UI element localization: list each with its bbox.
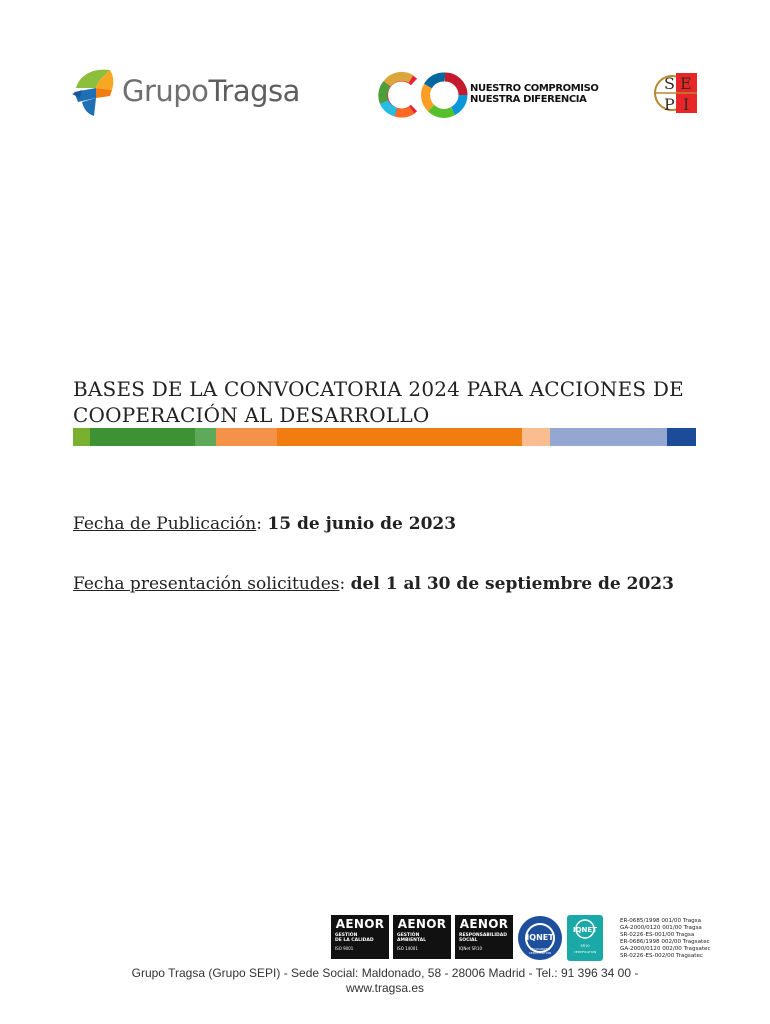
color-segment [277,428,522,446]
color-segment [216,428,277,446]
color-segment [90,428,195,446]
cert-code: ER-0686/1998 002/00 Tragsatec [620,939,710,946]
iqnet-sr10-badge [567,915,603,961]
title-line-1: BASES DE LA CONVOCATORIA 2024 PARA ACCIONES DE [73,377,684,401]
sepi-letter-s: S [664,74,675,93]
grupo-tragsa-logo [72,66,302,120]
iqnet-line: SR10 [580,944,590,948]
badge-line: GESTIÓN [335,933,358,938]
document-title [73,376,703,428]
page-footer [0,966,770,996]
sepi-logo [652,70,698,116]
iqnet-badge [517,915,563,961]
iqnet-line: RECOGNIZED [529,947,551,951]
aenor-environment-badge [393,915,451,959]
cert-code: SR-0226-ES-001/00 Tragsa [620,932,695,939]
badge-line: RESPONSABILIDAD [459,933,507,938]
tragsa-emblem-icon [72,66,118,120]
color-segment [73,428,90,446]
badge-line: AMBIENTAL [397,938,426,943]
badge-line: GESTIÓN [397,933,420,938]
iqnet-label: IQNET [526,933,554,942]
ods-line-1: NUESTRO COMPROMISO [470,83,599,94]
cert-code: SR-0226-ES-002/00 Tragsatec [620,953,703,960]
aenor-brand: AENOR [397,917,447,931]
sdg-color-bar [73,428,696,446]
badge-standard: IQNet SR10 [459,946,483,951]
footer-address: Grupo Tragsa (Grupo SEPI) - Sede Social: Maldonado, 58 - 28006 Madrid - Tel.: 91 396 34 00 - [131,966,639,980]
ods-commitment-logo [378,70,599,120]
sdg-wheel-icon [378,70,470,120]
title-line-2: COOPERACIÓN AL DESARROLLO [73,403,430,427]
logo-text-grupo: Grupo [122,74,209,108]
badge-standard: ISO 9001 [335,946,354,951]
badge-line: DE LA CALIDAD [335,938,374,943]
sepi-letter-e: E [680,74,692,93]
certification-codes [620,918,711,961]
publication-date-value: 15 de junio de 2023 [267,514,457,534]
aenor-brand: AENOR [459,917,509,931]
aenor-social-badge [455,915,513,959]
iqnet-line: CERTIFICATION [573,950,597,954]
cert-code: GA-2000/0120 001/00 Tragsa [620,925,702,932]
publication-date-label: Fecha de Publicación [73,514,257,534]
submission-dates: Fecha presentación solicitudes: del 1 al 30 de septiembre de 2023 [73,574,674,594]
iqnet-line: CERTIFICATION [528,951,552,955]
color-segment [667,428,696,446]
aenor-brand: AENOR [335,917,385,931]
color-segment [522,428,550,446]
color-segment [550,428,667,446]
submission-dates-value: del 1 al 30 de septiembre de 2023 [350,574,674,594]
badge-standard: ISO 14001 [397,946,418,951]
sepi-letter-i: I [683,95,690,114]
sepi-letter-p: P [664,95,675,114]
badge-line: SOCIAL [459,938,478,943]
aenor-quality-badge [331,915,389,959]
color-segment [195,428,216,446]
footer-website: www.tragsa.es [345,981,425,995]
submission-dates-label: Fecha presentación solicitudes [73,574,340,594]
cert-code: GA-2000/0120 002/00 Tragsatec [620,946,711,953]
cert-code: ER-0685/1998 001/00 Tragsa [620,918,702,924]
logo-text-tragsa: Tragsa [208,74,300,108]
ods-line-2: NUESTRA DIFERENCIA [470,94,587,105]
iqnet-label: IQNET [573,926,597,934]
publication-date: Fecha de Publicación: 15 de junio de 2023 [73,514,457,534]
